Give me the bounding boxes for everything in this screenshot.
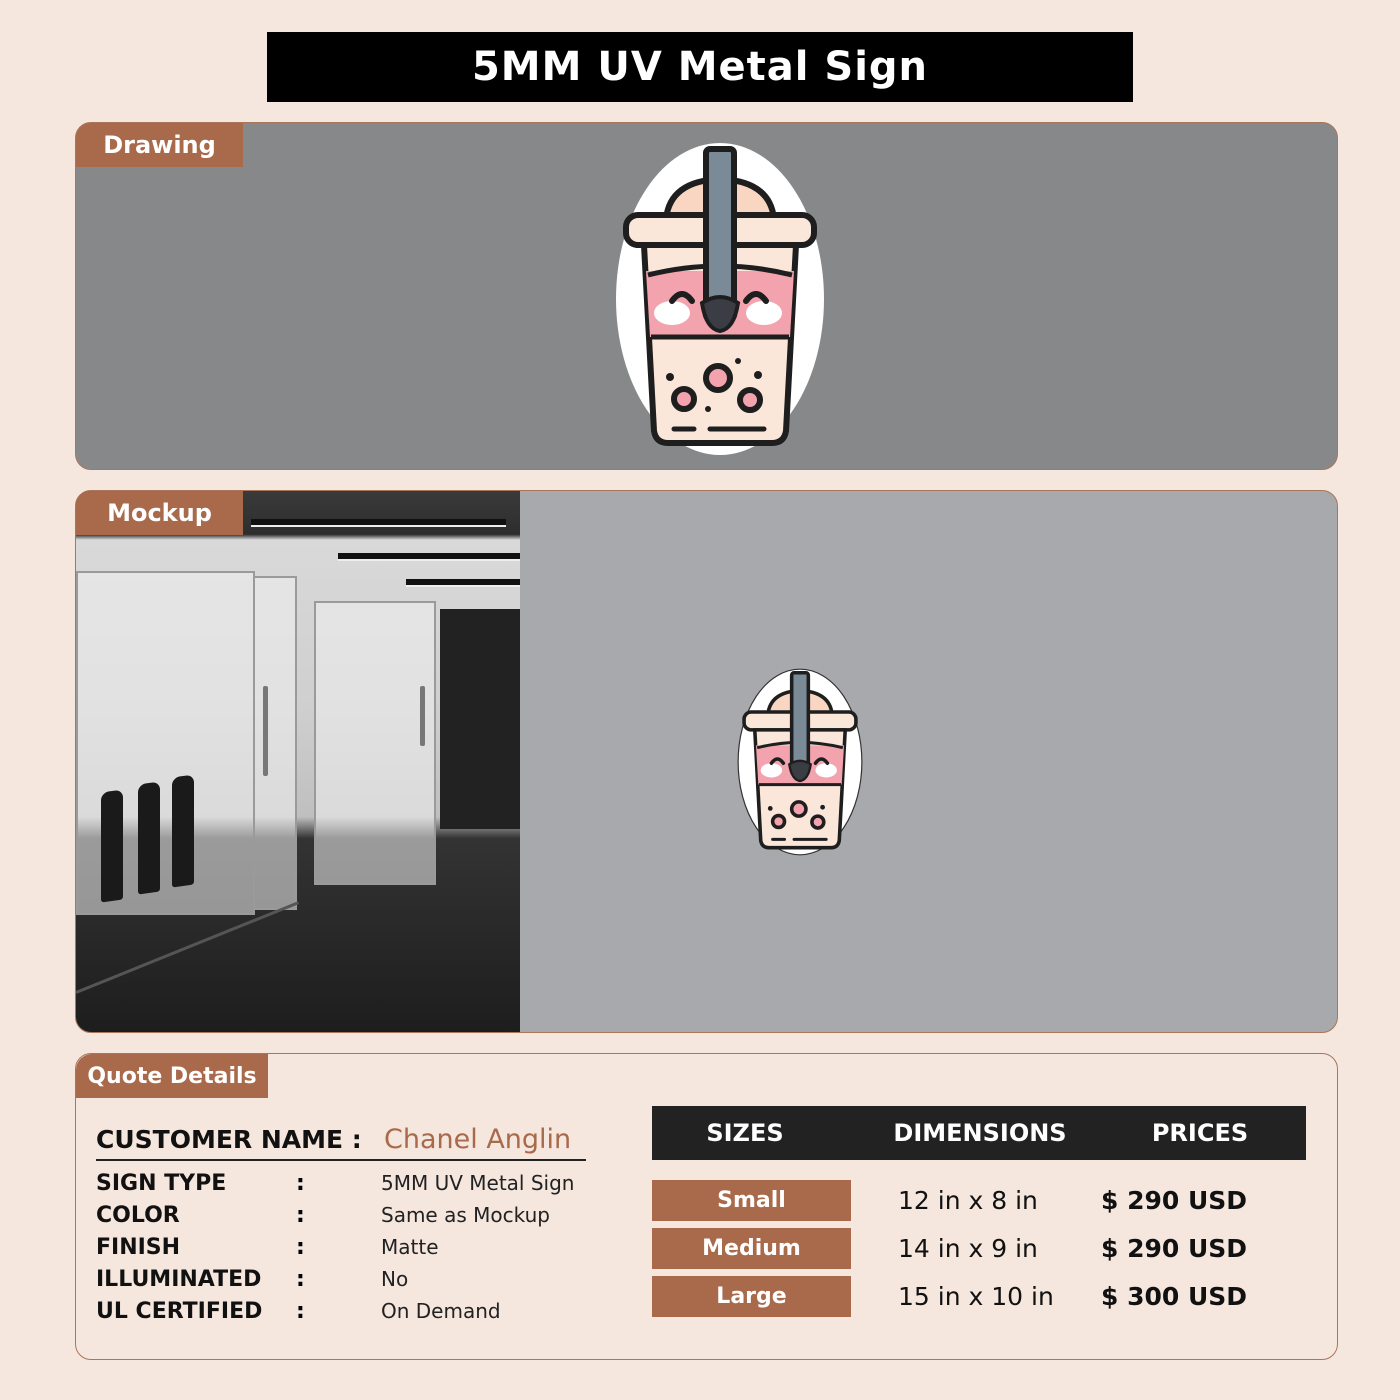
quote-panel [75,1053,1338,1360]
quote-tab: Quote Details [76,1054,268,1098]
spec-label: UL CERTIFIED [96,1298,263,1324]
dark-room [440,609,520,829]
customer-name-label: CUSTOMER NAME : [96,1125,362,1154]
glass-wall [314,601,436,885]
customer-name-value: Chanel Anglin [384,1124,572,1155]
page-title: 5MM UV Metal Sign [267,32,1133,102]
boba-cup-icon [738,669,862,855]
office-chair [138,781,160,894]
office-chair [101,789,123,902]
spec-colon: : [296,1234,305,1260]
office-chair [172,774,194,887]
size-large-button[interactable]: Large [652,1276,851,1317]
size-medium-button[interactable]: Medium [652,1228,851,1269]
ceiling-light [338,553,520,561]
spec-row [96,1199,586,1231]
spec-label: COLOR [96,1202,180,1228]
spec-row [96,1167,586,1199]
price-table [652,1106,1306,1320]
spec-label: ILLUMINATED [96,1266,262,1292]
header-dimensions: DIMENSIONS [893,1119,1067,1147]
spec-row [96,1263,586,1295]
drawing-tab: Drawing [76,123,243,167]
spec-colon: : [296,1266,305,1292]
spec-value: Matte [381,1235,439,1259]
spec-value: 5MM UV Metal Sign [381,1171,575,1195]
boba-cup-icon [616,143,824,455]
spec-value: No [381,1267,409,1291]
customer-row [96,1124,586,1161]
ceiling-light [251,519,506,527]
dimension-value: 14 in x 9 in [898,1233,1038,1263]
ceiling-light [406,579,520,587]
mockup-panel [75,490,1338,1033]
size-small-button[interactable]: Small [652,1180,851,1221]
door-handle [420,686,425,746]
header-prices: PRICES [1151,1119,1249,1147]
spec-row [96,1231,586,1263]
floor-edge [75,901,299,994]
spec-label: FINISH [96,1234,181,1260]
office-photo [76,491,520,1033]
spec-colon: : [296,1170,305,1196]
spec-value: Same as Mockup [381,1203,550,1227]
price-row [652,1272,1306,1320]
price-value: $ 290 USD [1101,1233,1248,1263]
dimension-value: 12 in x 8 in [898,1185,1038,1215]
boba-tea-sign-drawing [614,141,826,457]
header-sizes: SIZES [706,1119,784,1147]
spec-colon: : [296,1298,305,1324]
dimension-value: 15 in x 10 in [898,1281,1054,1311]
price-value: $ 300 USD [1101,1281,1248,1311]
spec-value: On Demand [381,1299,501,1323]
drawing-panel [75,122,1338,470]
price-row [652,1224,1306,1272]
door-handle [263,686,268,776]
mockup-tab: Mockup [76,491,243,535]
glass-door [253,576,297,910]
price-row [652,1176,1306,1224]
quote-details [96,1124,586,1327]
spec-label: SIGN TYPE [96,1170,227,1196]
price-table-header [652,1106,1306,1160]
price-value: $ 290 USD [1101,1185,1248,1215]
spec-colon: : [296,1202,305,1228]
boba-tea-sign-mockup [732,668,868,856]
spec-row [96,1295,586,1327]
